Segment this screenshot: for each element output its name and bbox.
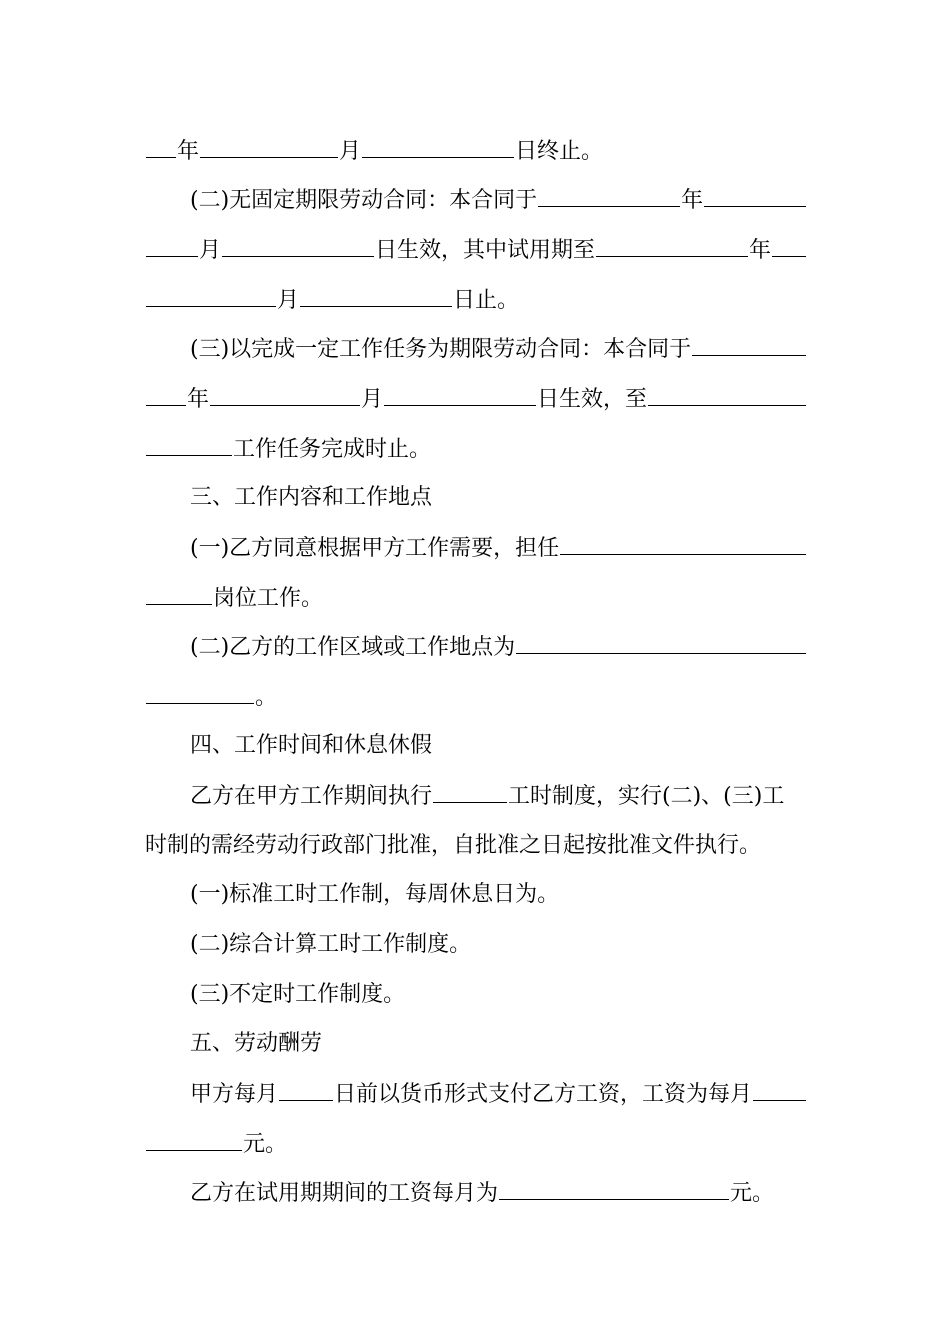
blank-year[interactable] — [692, 329, 806, 356]
line-job-position — [145, 528, 807, 568]
line-standard-hours: (一)标准工时工作制，每周休息日为。 — [190, 882, 560, 907]
blank-month[interactable] — [146, 230, 198, 257]
line-location-end — [145, 677, 807, 717]
text-segment: 日生效，至 — [537, 387, 648, 412]
blank-day[interactable] — [222, 230, 374, 257]
line-probation-salary — [145, 1173, 807, 1213]
blank-location[interactable] — [146, 677, 254, 704]
blank-year[interactable] — [538, 180, 680, 207]
blank-month[interactable] — [146, 280, 276, 307]
text-segment: 日终止。 — [515, 139, 604, 164]
line-end-date — [145, 131, 807, 171]
text-segment: (一)乙方同意根据甲方工作需要，担任 — [190, 536, 560, 561]
blank-day[interactable] — [362, 131, 514, 158]
text-segment: 日生效，其中试用期至 — [375, 238, 596, 263]
blank-monthly-salary[interactable] — [753, 1074, 806, 1101]
section-heading-work-hours: 四、工作时间和休息休假 — [190, 733, 433, 758]
text-segment: 元。 — [730, 1181, 775, 1206]
text-segment: 。 — [255, 685, 278, 710]
line-position-work — [145, 578, 807, 618]
line-pay-date — [145, 1074, 807, 1114]
blank-month[interactable] — [210, 379, 360, 406]
text-segment: 月 — [339, 139, 362, 164]
text-segment: 月 — [277, 288, 300, 313]
blank-month[interactable] — [200, 131, 338, 158]
text-segment: (二)无固定期限劳动合同：本合同于 — [190, 188, 538, 213]
text-segment: 元。 — [243, 1132, 288, 1157]
text-segment: 日止。 — [453, 288, 520, 313]
blank-monthly-salary[interactable] — [146, 1124, 242, 1151]
section-heading-job-content: 三、工作内容和工作地点 — [190, 485, 433, 510]
blank-position[interactable] — [560, 528, 806, 555]
blank-year[interactable] — [146, 379, 186, 406]
text-segment: 月 — [199, 238, 222, 263]
blank-day[interactable] — [384, 379, 536, 406]
text-segment: 年 — [681, 188, 704, 213]
line-task-effective — [145, 379, 807, 419]
blank-month[interactable] — [772, 230, 806, 257]
line-work-location — [145, 627, 807, 667]
text-segment: 月 — [361, 387, 384, 412]
text-segment: (三)以完成一定工作任务为期限劳动合同：本合同于 — [190, 337, 692, 362]
text-segment: 岗位工作。 — [213, 586, 324, 611]
blank-probation-salary[interactable] — [499, 1173, 729, 1200]
line-probation-end — [145, 280, 807, 320]
text-segment: 乙方在试用期期间的工资每月为 — [190, 1181, 499, 1206]
text-segment: 年 — [177, 139, 200, 164]
line-open-term-contract — [145, 180, 807, 220]
text-segment: 甲方每月 — [190, 1082, 279, 1107]
line-salary-amount — [145, 1124, 807, 1164]
blank-location[interactable] — [516, 627, 806, 654]
blank-year[interactable] — [146, 131, 176, 158]
line-effective-date — [145, 230, 807, 270]
section-heading-compensation: 五、劳动酬劳 — [190, 1031, 323, 1056]
text-segment: 工作任务完成时止。 — [233, 437, 432, 462]
text-segment: 乙方在甲方工作期间执行 — [190, 784, 433, 809]
line-approval: 时制的需经劳动行政部门批准，自批准之日起按批准文件执行。 — [145, 833, 762, 858]
text-segment: 年 — [749, 238, 772, 263]
blank-position[interactable] — [146, 578, 212, 605]
text-segment: (二)乙方的工作区域或工作地点为 — [190, 635, 516, 660]
line-work-hour-system — [145, 776, 807, 816]
blank-hour-system[interactable] — [433, 776, 507, 803]
blank-year[interactable] — [596, 230, 748, 257]
text-segment: 日前以货币形式支付乙方工资，工资为每月 — [334, 1082, 753, 1107]
line-comprehensive-hours: (二)综合计算工时工作制度。 — [190, 932, 472, 957]
blank-pay-day[interactable] — [279, 1074, 333, 1101]
text-segment: 年 — [187, 387, 210, 412]
blank-day[interactable] — [300, 280, 452, 307]
text-segment: 工时制度，实行(二)、(三)工 — [508, 784, 785, 809]
blank-task[interactable] — [146, 429, 232, 456]
line-task-complete — [145, 429, 807, 469]
line-task-contract — [145, 329, 807, 369]
line-flexible-hours: (三)不定时工作制度。 — [190, 982, 406, 1007]
blank-task[interactable] — [648, 379, 806, 406]
blank-month[interactable] — [704, 180, 806, 207]
